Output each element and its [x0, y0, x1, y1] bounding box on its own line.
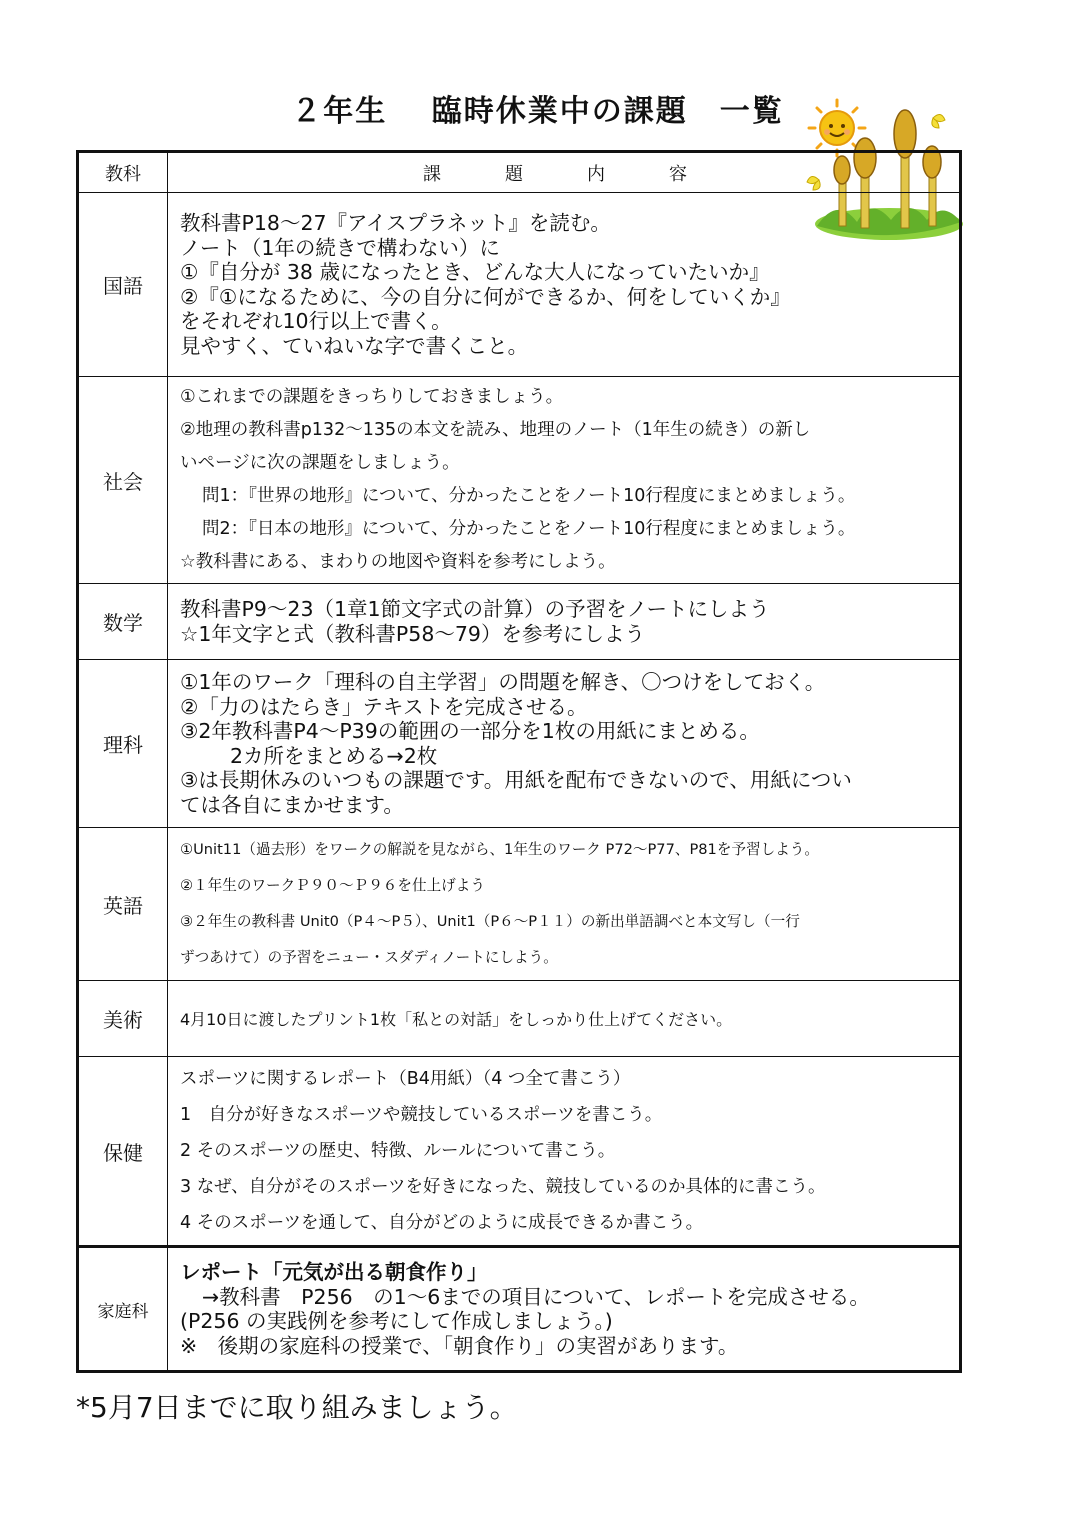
subject-kokugo: 国語 — [78, 193, 168, 377]
subject-sugaku: 数学 — [78, 584, 168, 660]
content-line: (P256 の実践例を参考にして作成しましょう。) — [180, 1309, 613, 1333]
content-line: 1 自分が好きなスポーツや競技しているスポーツを書こう。 — [180, 1105, 663, 1125]
content-kateika — [168, 1247, 961, 1372]
content-line: ②「力のはたらき」テキストを完成させる。 — [180, 694, 588, 719]
content-line: 問1：『世界の地形』について、分かったことをノート10行程度にまとめましょう。 — [202, 486, 856, 506]
deadline-note: *5月7日までに取り組みましょう。 — [76, 1391, 518, 1424]
content-line: ①『自分が 38 歳になったとき、どんな大人になっていたいか』 — [180, 260, 770, 284]
content-line: ③２年生の教科書 Unit0（P４～P５）、Unit1（P６～P１１）の新出単語調べと本文写し（一行 — [180, 913, 800, 930]
table-row — [78, 377, 961, 584]
content-line: 3 なぜ、自分がそのスポーツを好きになった、競技しているのか具体的に書こう。 — [180, 1177, 826, 1197]
content-line: 問2：『日本の地形』について、分かったことをノート10行程度にまとめましょう。 — [202, 519, 856, 539]
butterfly-icon — [932, 114, 945, 128]
content-line: ずつあけて）の予習をニュー・スダディノートにしよう。 — [180, 949, 558, 966]
content-line: ②１年生のワークＰ９０～Ｐ９６を仕上げよう — [180, 877, 485, 894]
subject-eigo: 英語 — [78, 828, 168, 981]
subject-hoken: 保健 — [78, 1057, 168, 1247]
content-line: ①これまでの課題をきっちりしておきましょう。 — [180, 387, 564, 407]
content-line: 4 そのスポーツを通して、自分がどのように成長できるか書こう。 — [180, 1213, 704, 1233]
header-subject: 教科 — [78, 152, 168, 193]
page-title: ２年生 臨時休業中の課題 一覧 — [291, 94, 784, 129]
table-row — [78, 1247, 961, 1372]
content-hoken — [168, 1057, 961, 1247]
content-line: ①Unit11（過去形）をワークの解説を見ながら、1年生のワーク P72～P77、P81を予習しよう。 — [180, 841, 819, 858]
table-row — [78, 193, 961, 377]
content-rika — [168, 660, 961, 828]
subject-kateika: 家庭科 — [78, 1247, 168, 1372]
subject-shakai: 社会 — [78, 377, 168, 584]
table-row — [78, 981, 961, 1057]
content-kokugo — [168, 193, 961, 377]
content-line: ③は長期休みのいつもの課題です。用紙を配布できないので、用紙につい — [180, 768, 852, 792]
content-line: ②地理の教科書p132～135の本文を読み、地理のノート（1年生の続き）の新し — [180, 420, 811, 440]
content-line: 見やすく、ていねいな字で書くこと。 — [180, 333, 529, 358]
content-line: スポーツに関するレポート（B4用紙）（4 つ全て書こう） — [180, 1069, 631, 1089]
subject-rika: 理科 — [78, 660, 168, 828]
content-sugaku — [168, 584, 961, 660]
content-line: ②『①になるために、今の自分に何ができるか、何をしていくか』 — [180, 284, 791, 309]
table-row — [78, 584, 961, 660]
content-line: ①1年のワーク「理科の自主学習」の問題を解き、〇つけをしておく。 — [180, 670, 826, 694]
table-row — [78, 828, 961, 981]
content-eigo — [168, 828, 961, 981]
content-line: ては各自にまかせます。 — [180, 792, 404, 817]
content-shakai — [168, 377, 961, 584]
content-line: ☆教科書にある、まわりの地図や資料を参考にしよう。 — [180, 552, 616, 572]
content-line: 2カ所をまとめる→2枚 — [230, 743, 438, 768]
content-line: ノート（1年の続きで構わない）に — [180, 235, 500, 260]
content-line: いページに次の課題をしましょう。 — [180, 453, 460, 473]
assignment-table — [76, 150, 962, 1373]
table-row — [78, 660, 961, 828]
content-line: 教科書P9～23（1章1節文字式の計算）の予習をノートにしよう — [180, 597, 770, 621]
content-line: をそれぞれ10行以上で書く。 — [180, 309, 452, 333]
content-line: 4月10日に渡したプリント1枚「私との対話」をしっかり仕上げてください。 — [180, 1010, 733, 1029]
subject-bijutsu: 美術 — [78, 981, 168, 1057]
content-bijutsu — [168, 981, 961, 1057]
content-line: レポート「元気が出る朝食作り」 — [180, 1260, 488, 1284]
content-line: ※ 後期の家庭科の授業で、「朝食作り」の実習があります。 — [180, 1333, 739, 1358]
content-line: 2 そのスポーツの歴史、特徴、ルールについて書こう。 — [180, 1141, 616, 1161]
table-row — [78, 1057, 961, 1247]
content-line: ☆1年文字と式（教科書P58～79）を参考にしよう — [180, 621, 645, 646]
header-content: 課題内容 — [168, 152, 961, 193]
content-line: 教科書P18～27『アイスプラネット』を読む。 — [180, 211, 611, 235]
content-line: ③2年教科書P4～P39の範囲の一部分を1枚の用紙にまとめる。 — [180, 719, 760, 743]
content-line: →教科書 P256 の1～6までの項目について、レポートを完成させる。 — [202, 1284, 870, 1309]
table-header-row — [78, 152, 961, 193]
